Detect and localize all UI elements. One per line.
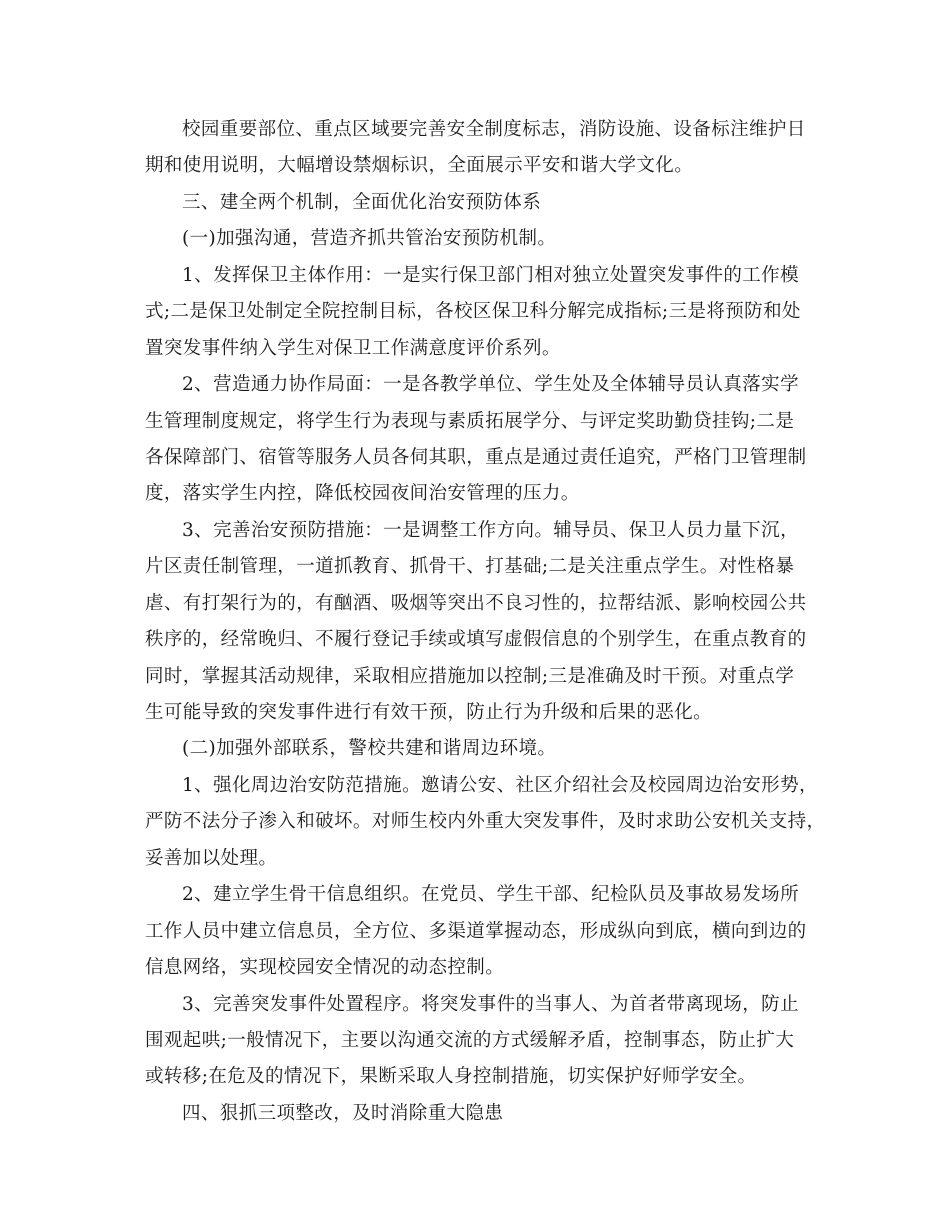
text-line: 2、营造通力协作局面：一是各教学单位、学生处及全体辅导员认真落实学: [182, 374, 799, 396]
text-line: 秩序的，经常晚归、不履行登记手续或填写虚假信息的个别学生，在重点教育的: [145, 629, 807, 651]
section-heading: 三、建全两个机制，全面优化治安预防体系: [182, 191, 542, 213]
document-body: [145, 112, 826, 1132]
text-line: 置突发事件纳入学生对保卫工作满意度评价系列。: [145, 337, 561, 359]
text-line: 2、建立学生骨干信息组织。在党员、学生干部、纪检队员及事故易发场所: [182, 884, 799, 906]
text-line: 校园重要部位、重点区域要完善安全制度标志，消防设施、设备标注维护日: [182, 119, 806, 140]
text-line: 片区责任制管理，一道抓教育、抓骨干、打基础;二是关注重点学生。对性格暴: [145, 556, 795, 578]
text-line: 严防不法分子渗入和破坏。对师生校内外重大突发事件，及时求助公安机关支持，: [145, 811, 826, 833]
text-line: 信息网络，实现校园安全情况的动态控制。: [145, 957, 505, 979]
text-line: 式;二是保卫处制定全院控制目标，各校区保卫科分解完成指标;三是将预防和处: [145, 301, 801, 323]
text-line: 期和使用说明，大幅增设禁烟标识，全面展示平安和谐大学文化。: [145, 155, 694, 177]
text-line: 生可能导致的突发事件进行有效干预，防止行为升级和后果的恶化。: [145, 702, 713, 723]
subsection-heading: (一)加强沟通，营造齐抓共管治安预防机制。: [182, 228, 557, 250]
text-line: 围观起哄;一般情况下，主要以沟通交流的方式缓解矛盾，控制事态，防止扩大: [145, 1029, 795, 1051]
text-line: 虐、有打架行为的，有酗酒、吸烟等突出不良习性的，拉帮结派、影响校园公共: [145, 592, 807, 614]
text-line: 度，落实学生内控，降低校园夜间治安管理的压力。: [145, 483, 580, 505]
text-line: 3、完善突发事件处置程序。将突发事件的当事人、为首者带离现场，防止: [182, 993, 799, 1015]
text-line: 妥善加以处理。: [145, 847, 278, 869]
text-line: 或转移;在危及的情况下，果断采取人身控制措施，切实保护好师学安全。: [145, 1066, 757, 1088]
text-line: 1、强化周边治安防范措施。邀请公安、社区介绍社会及校园周边治安形势，: [182, 774, 818, 796]
section-heading: 四、狠抓三项整改，及时消除重大隐患: [182, 1102, 504, 1124]
text-line: 工作人员中建立信息员，全方位、多渠道掌握动态，形成纵向到底，横向到边的: [145, 920, 807, 942]
subsection-heading: (二)加强外部联系，警校共建和谐周边环境。: [182, 738, 557, 760]
text-line: 各保障部门、宿管等服务人员各伺其职，重点是通过责任追究，严格门卫管理制: [145, 446, 807, 468]
text-line: 3、完善治安预防措施：一是调整工作方向。辅导员、保卫人员力量下沉，: [182, 519, 799, 541]
text-line: 生管理制度规定，将学生行为表现与素质拓展学分、与评定奖助勤贷挂钩;二是: [145, 410, 795, 432]
text-line: 1、发挥保卫主体作用：一是实行保卫部门相对独立处置突发事件的工作模: [182, 264, 799, 286]
text-line: 同时，掌握其活动规律，采取相应措施加以控制;三是准确及时干预。对重点学: [145, 665, 795, 687]
